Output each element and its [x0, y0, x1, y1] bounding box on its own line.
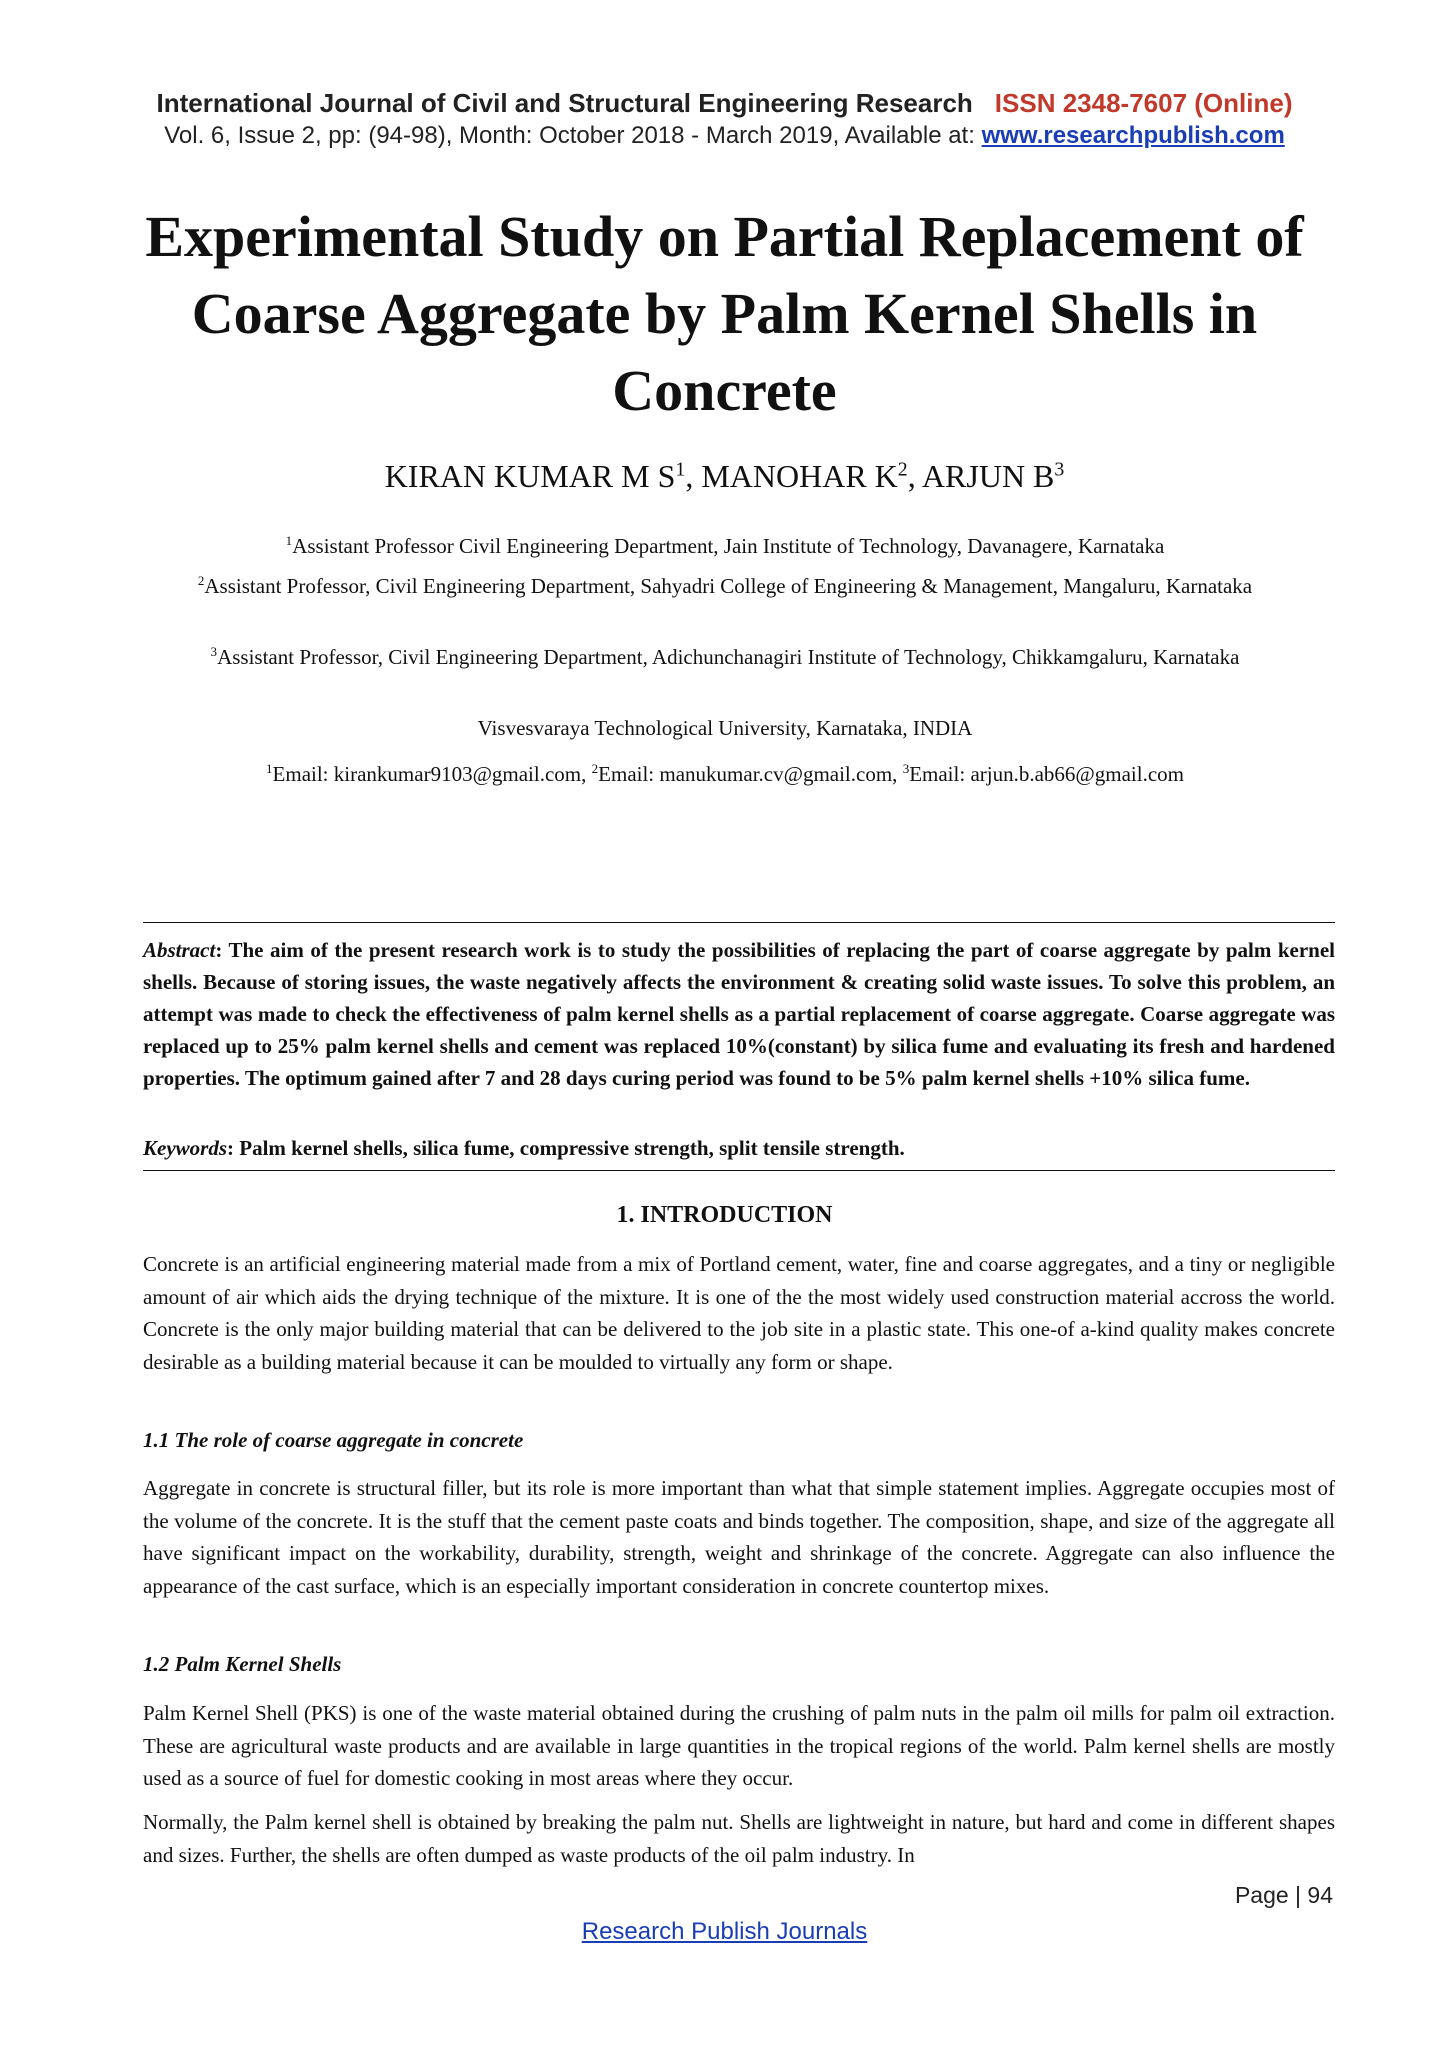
volume-info: Vol. 6, Issue 2, pp: (94-98), Month: October 2018 - March 2019, Available at: [164, 122, 975, 149]
journal-name: International Journal of Civil and Structural Engineering Research [156, 88, 973, 118]
abstract [143, 934, 1335, 1094]
section-heading: 1. INTRODUCTION [616, 1202, 833, 1228]
keywords-text: : Palm kernel shells, silica fume, compressive strength, split tensile strength. [227, 1136, 905, 1160]
university: Visvesvaraya Technological University, Karnataka, INDIA [477, 716, 973, 740]
subsection-heading: 1.1 The role of coarse aggregate in concrete [143, 1428, 524, 1452]
abstract-bottom-rule [143, 1170, 1335, 1171]
author: MANOHAR $K^2$, [701, 458, 922, 494]
keywords-label: Keywords [143, 1136, 227, 1160]
affiliation: $^2$Assistant Professor, Civil Engineering Department, Sahyadri College of Engineering & Management, Mangaluru, Karnataka [197, 573, 1253, 598]
body-paragraph: Aggregate in concrete is structural filler, but its role is more important than what that simple statement implies. Aggregate occupies most of the volume of the concrete. It is the stuff that the cement paste coats and binds together. The composition, shape, and size of the aggregate all have significant impact on the workability, durability, strength, weight and shrinkage of the concrete. Aggregate can also influence the appearance of the cast surface, which is an especially important consideration in concrete countertop mixes. [143, 1476, 1335, 1598]
keywords [143, 1136, 1335, 1161]
subsection-heading: 1.2 Palm Kernel Shells [143, 1652, 342, 1676]
affiliation: $^3$Assistant Professor, Civil Engineering Department, Adichunchanagiri Institute of Technology, Chikkamgaluru, Karnataka [210, 644, 1240, 669]
body-paragraph: Palm Kernel Shell (PKS) is one of the waste material obtained during the crushing of palm nuts in the palm oil mills for palm oil extraction. These are agricultural waste products and are available in large quantities in the tropical regions of the world. Palm kernel shells are mostly used as a source of fuel for domestic cooking in most areas where they occur. [143, 1701, 1335, 1790]
footer-link[interactable]: Research Publish Journals [581, 1918, 868, 1945]
website-link[interactable]: www.researchpublish.com [981, 122, 1285, 149]
author-list [0, 458, 1449, 495]
paper-title: Experimental Study on Partial Replacement of Coarse Aggregate by Palm Kernel Shells in Concrete [145, 204, 1304, 423]
page-number: Page | 94 [1234, 1882, 1333, 1908]
author: ARJUN $B^3$ [921, 458, 1065, 494]
volume-line [0, 122, 1449, 150]
abstract-label: Abstract [143, 938, 216, 962]
journal-header [0, 88, 1449, 119]
body-paragraph: Concrete is an artificial engineering material made from a mix of Portland cement, water, fine and coarse aggregates, and a tiny or negligible amount of air which aids the drying technique of the mixture. It is one of the the most widely used construction material accross the world. Concrete is the only major building material that can be delivered to the job site in a plastic state. This one-of a-kind quality makes concrete desirable as a building material because it can be moulded to virtually any form or shape. [143, 1252, 1335, 1374]
author: KIRAN KUMAR M $S^1$, [384, 458, 702, 494]
affiliation: $^1$Assistant Professor Civil Engineering Department, Jain Institute of Technology, Davanagere, Karnataka [285, 533, 1165, 558]
issn: ISSN 2348-7607 (Online) [994, 88, 1293, 118]
abstract-text: : The aim of the present research work is to study the possibilities of replacing the part of coarse aggregate by palm kernel shells. Because of storing issues, the waste negatively affects the environment & creating solid waste issues. To solve this problem, an attempt was made to check the effectiveness of palm kernel shells as a partial replacement of coarse aggregate. Coarse aggregate was replaced up to 25% palm kernel shells and cement was replaced 10%(constant) by silica fume and evaluating its fresh and hardened properties. The optimum gained after 7 and 28 days curing period was found to be 5% palm kernel shells +10% silica fume. [143, 938, 1335, 1090]
body-paragraph: Normally, the Palm kernel shell is obtained by breaking the palm nut. Shells are lightweight in nature, but hard and come in different shapes and sizes. Further, the shells are often dumped as waste products of the oil palm industry. In [143, 1810, 1335, 1867]
email-list: $^1$Email: kirankumar9103@gmail.com, $^2$Email: manukumar.cv@gmail.com, $^3$Email: arjun.b.ab66@gmail.com [266, 761, 1184, 786]
abstract-top-rule [143, 922, 1335, 923]
footer [0, 1918, 1449, 1946]
